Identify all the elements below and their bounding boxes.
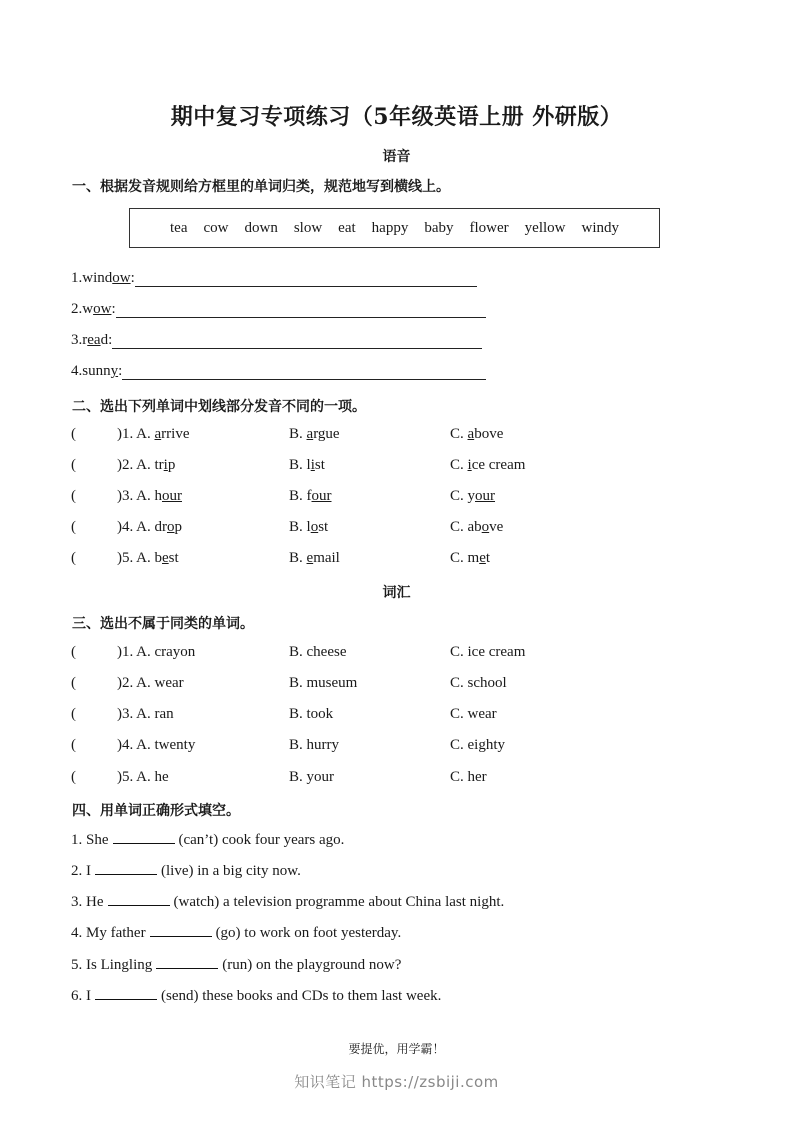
option-b: B. museum xyxy=(289,675,358,691)
underlined-letters: e xyxy=(479,550,486,566)
answer-paren[interactable]: ( xyxy=(71,488,76,504)
answer-blank[interactable] xyxy=(150,924,212,937)
word-box-item: tea xyxy=(170,219,188,236)
option-b: B. your xyxy=(289,769,334,785)
underlined-letters: a xyxy=(467,426,475,442)
item-word-underlined: y xyxy=(110,363,119,379)
answer-blank[interactable] xyxy=(95,987,157,1000)
word-box xyxy=(129,208,660,248)
watermark: 知识笔记 https://zsbiji.com xyxy=(294,1073,499,1091)
item-number: 4. xyxy=(71,363,83,379)
underlined-letters: our xyxy=(162,488,182,504)
item-word-post: : xyxy=(111,301,116,317)
underlined-letters: o xyxy=(481,519,490,535)
item-word-pre: w xyxy=(82,301,94,317)
underlined-letters: our xyxy=(311,488,332,504)
underlined-letters: i xyxy=(163,457,168,473)
item-word-post: d: xyxy=(100,332,113,348)
option-a: )4. A. drop xyxy=(117,519,182,535)
option-a: )3. A. ran xyxy=(117,706,174,722)
underlined-letters: a xyxy=(306,426,314,442)
fill-sentence xyxy=(71,862,301,880)
choice-row xyxy=(71,488,711,508)
option-b: B. lost xyxy=(289,519,329,535)
word-box-item: eat xyxy=(338,219,356,236)
sentence-start: 4. My father xyxy=(71,925,146,941)
word-box-item: yellow xyxy=(524,219,566,236)
option-a: )3. A. hour xyxy=(117,488,182,504)
underlined-letters: a xyxy=(154,426,162,442)
option-a-word: arrive xyxy=(154,426,190,442)
answer-line[interactable] xyxy=(135,272,477,287)
section3-heading: 三、选出不属于同类的单词。 xyxy=(72,616,254,632)
option-b: B. cheese xyxy=(289,644,347,660)
answer-paren[interactable]: ( xyxy=(71,769,76,785)
option-c: C. wear xyxy=(450,706,497,722)
item-number: 3. xyxy=(71,332,83,348)
option-c: C. above xyxy=(450,519,504,535)
answer-paren[interactable]: ( xyxy=(71,426,76,442)
word-box-item: slow xyxy=(293,219,323,236)
option-b: B. list xyxy=(289,457,325,473)
choice-row xyxy=(71,426,711,446)
section4-heading: 四、用单词正确形式填空。 xyxy=(72,803,240,819)
choice-row xyxy=(71,550,711,570)
underlined-letters: e xyxy=(306,550,314,566)
item-word-post: : xyxy=(130,270,135,286)
option-a-word: best xyxy=(150,550,179,566)
choice-row xyxy=(71,519,711,539)
answer-paren[interactable]: ( xyxy=(71,457,76,473)
option-a-word: trip xyxy=(150,457,176,473)
option-b: B. took xyxy=(289,706,334,722)
item-word-post: : xyxy=(118,363,123,379)
option-b: B. argue xyxy=(289,426,340,442)
item-number: 2. xyxy=(71,301,83,317)
fill-sentence xyxy=(71,987,441,1005)
underlined-letters: our xyxy=(475,488,496,504)
choice-row xyxy=(71,644,711,664)
section1-heading: 一、根据发音规则给方框里的单词归类，规范地写到横线上。 xyxy=(72,179,450,195)
page-title: 期中复习专项练习（5年级英语上册 外研版） xyxy=(170,104,623,130)
underlined-letters: i xyxy=(310,457,315,473)
fill-sentence xyxy=(71,831,344,849)
option-c: C. her xyxy=(450,769,487,785)
item-word-pre: wind xyxy=(82,270,113,286)
option-a: )2. A. trip xyxy=(117,457,176,473)
sentence-start: 6. I xyxy=(71,988,91,1004)
option-c: C. ice cream xyxy=(450,457,526,473)
underlined-letters: i xyxy=(467,457,472,473)
answer-blank[interactable] xyxy=(95,862,157,875)
fill-sentence xyxy=(71,893,504,911)
underlined-letters: o xyxy=(167,519,175,535)
footer-slogan: 要提优，用学霸！ xyxy=(348,1042,445,1056)
answer-paren[interactable]: ( xyxy=(71,737,76,753)
classify-item xyxy=(71,363,486,380)
option-c: C. met xyxy=(450,550,491,566)
option-c: C. above xyxy=(450,426,504,442)
answer-paren[interactable]: ( xyxy=(71,519,76,535)
option-c: C. ice cream xyxy=(450,644,526,660)
option-c: C. school xyxy=(450,675,507,691)
underlined-letters: e xyxy=(162,550,169,566)
option-a: )1. A. arrive xyxy=(117,426,190,442)
sentence-end: (run) on the playground now? xyxy=(222,957,402,973)
answer-blank[interactable] xyxy=(156,956,218,969)
item-word-pre: r xyxy=(82,332,88,348)
word-box-item: baby xyxy=(424,219,454,236)
sentence-start: 1. She xyxy=(71,832,109,848)
item-number: 1. xyxy=(71,270,83,286)
option-c: C. your xyxy=(450,488,496,504)
choice-row xyxy=(71,706,711,726)
answer-blank[interactable] xyxy=(108,893,170,906)
answer-paren[interactable]: ( xyxy=(71,550,76,566)
answer-line[interactable] xyxy=(112,334,482,349)
choice-row xyxy=(71,737,711,757)
option-a-word: drop xyxy=(150,519,182,535)
classify-item xyxy=(71,332,482,349)
item-word-pre: sunn xyxy=(82,363,111,379)
sentence-end: (send) these books and CDs to them last week. xyxy=(161,988,442,1004)
answer-paren[interactable]: ( xyxy=(71,675,76,691)
underlined-letters: o xyxy=(310,519,319,535)
option-b: B. four xyxy=(289,488,332,504)
sentence-end: (go) to work on foot yesterday. xyxy=(215,925,402,941)
classify-item xyxy=(71,270,477,287)
option-a: )2. A. wear xyxy=(117,675,184,691)
fill-sentence xyxy=(71,924,401,942)
answer-line[interactable] xyxy=(122,365,486,380)
word-box-item: flower xyxy=(469,219,509,236)
option-b: B. email xyxy=(289,550,340,566)
sentence-start: 3. He xyxy=(71,894,104,910)
answer-paren[interactable]: ( xyxy=(71,644,76,660)
word-box-item: down xyxy=(244,219,278,236)
answer-line[interactable] xyxy=(116,303,486,318)
choice-row xyxy=(71,769,711,789)
word-box-item: cow xyxy=(203,219,229,236)
section2-heading: 二、选出下列单词中划线部分发音不同的一项。 xyxy=(72,399,366,415)
word-box-item: happy xyxy=(371,219,409,236)
choice-row xyxy=(71,675,711,695)
option-a: )5. A. he xyxy=(117,769,169,785)
option-a: )1. A. crayon xyxy=(117,644,196,660)
subhead-vocab: 词汇 xyxy=(382,585,411,601)
subhead-phonics: 语音 xyxy=(382,149,411,165)
answer-blank[interactable] xyxy=(113,831,175,844)
choice-row xyxy=(71,457,711,477)
option-c: C. eighty xyxy=(450,737,505,753)
answer-paren[interactable]: ( xyxy=(71,706,76,722)
item-word-underlined: ea xyxy=(87,332,101,348)
item-word-underlined: ow xyxy=(93,301,112,317)
option-a: )4. A. twenty xyxy=(117,737,196,753)
fill-sentence xyxy=(71,956,401,974)
word-box-item: windy xyxy=(581,219,619,236)
sentence-start: 5. Is Lingling xyxy=(71,957,153,973)
option-b: B. hurry xyxy=(289,737,339,753)
sentence-start: 2. I xyxy=(71,863,91,879)
option-a-word: hour xyxy=(150,488,182,504)
item-word-underlined: ow xyxy=(112,270,131,286)
classify-item xyxy=(71,301,486,318)
option-a: )5. A. best xyxy=(117,550,179,566)
sentence-end: (watch) a television programme about China last night. xyxy=(173,894,505,910)
sentence-end: (can’t) cook four years ago. xyxy=(178,832,345,848)
sentence-end: (live) in a big city now. xyxy=(161,863,301,879)
